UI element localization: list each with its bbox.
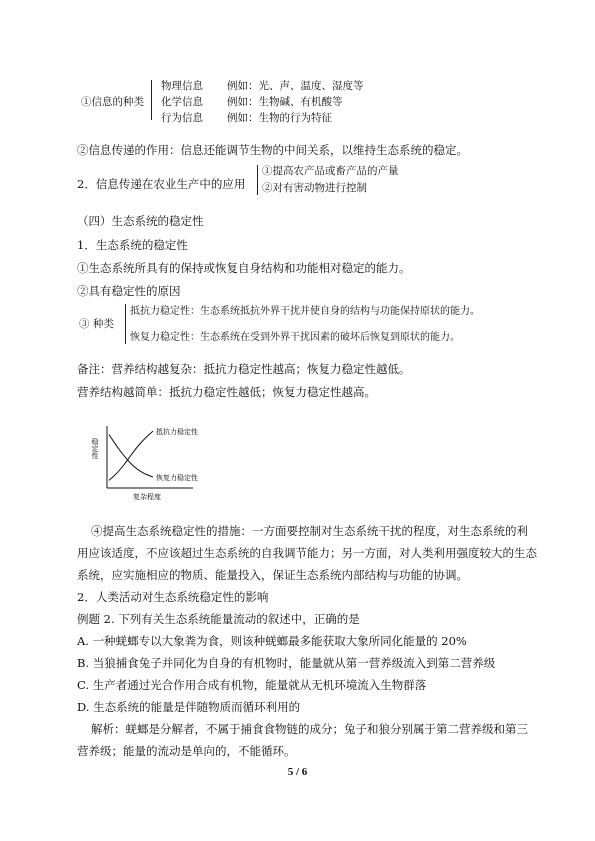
stability-chart xyxy=(93,422,203,502)
info-types-brace xyxy=(151,80,152,120)
info-type-example: 例如：光、声、温度、湿度等 xyxy=(227,80,364,92)
note-text: 备注：营养结构越复杂：抵抗力稳定性越高；恢复力稳定性越低。 xyxy=(77,362,411,376)
info-types-figure xyxy=(77,76,397,126)
x-axis-label: 复杂程度 xyxy=(133,493,161,501)
types-brace xyxy=(125,304,126,344)
note-text: 营养结构越简单：抵抗力稳定性越低；恢复力稳定性越高。 xyxy=(77,385,376,399)
stability-types-figure xyxy=(77,302,497,348)
agri-item: ①提高农产品或畜产品的产量 xyxy=(262,165,399,177)
option-c: C. 生产者通过光合作用合成有机物，能量就从无机环境流入生物群落 xyxy=(77,678,427,692)
info-type-name: 化学信息 xyxy=(161,96,203,108)
info-type-name: 物理信息 xyxy=(161,80,203,92)
option-b: B. 当狼捕食兔子并同化为自身的有机物时，能量就从第一营养级流入到第二营养级 xyxy=(77,656,496,670)
info-role-text: ②信息传递的作用：信息还能调节生物的中间关系，以维持生态系统的稳定。 xyxy=(77,143,468,157)
option-a: A. 一种蜣螂专以大象粪为食，则该种蜣螂最多能获取大象所同化能量的 20% xyxy=(77,634,467,648)
series-label-resistance: 抵抗力稳定性 xyxy=(156,428,198,437)
page-number: 5 / 6 xyxy=(287,766,308,778)
info-type-example: 例如：生物碱、有机酸等 xyxy=(227,96,343,108)
agri-brace xyxy=(257,165,258,195)
agri-item: ②对有害动物进行控制 xyxy=(262,182,367,194)
measures-line: 系统，应实施相应的物质、能量投入，保证生态系统内部结构与功能的协调。 xyxy=(77,568,468,582)
measures-line: ④提高生态系统稳定性的措施：一方面要控制对生态系统干扰的程度，对生态系统的利 xyxy=(91,524,528,538)
agri-lead: 2．信息传递在农业生产中的应用 xyxy=(77,177,246,191)
info-type-name: 行为信息 xyxy=(161,112,203,124)
section-heading: （四）生态系统的稳定性 xyxy=(77,214,204,228)
measures-line: 用应该适度，不应该超过生态系统的自我调节能力；另一方面，对人类利用强度较大的生态 xyxy=(77,546,537,560)
analysis-line: 解析：蜣螂是分解者，不属于捕食食物链的成分；兔子和狼分别属于第二营养级和第三 xyxy=(91,722,528,736)
info-type-example: 例如：生物的行为特征 xyxy=(227,112,332,124)
info-types-label: ①信息的种类 xyxy=(81,96,144,108)
definition-text: ①生态系统所具有的保持或恢复自身结构和功能相对稳定的能力。 xyxy=(77,261,411,275)
series-line-resistance xyxy=(109,431,153,480)
types-label: ③ 种类 xyxy=(79,318,114,330)
series-label-recovery: 恢复力稳定性 xyxy=(156,474,198,482)
reason-text: ②具有稳定性的原因 xyxy=(77,284,181,298)
y-axis-label: 稳定性 xyxy=(91,438,99,459)
human-impact-heading: 2．人类活动对生态系统稳定性的影响 xyxy=(77,590,269,604)
example-question: 例题 2. 下列有关生态系统能量流动的叙述中，正确的是 xyxy=(77,612,360,626)
type-item: 恢复力稳定性：生态系统在受到外界干扰因素的破坏后恢复到原状的能力。 xyxy=(130,332,460,343)
type-item: 抵抗力稳定性：生态系统抵抗外界干扰并使自身的结构与功能保持原状的能力。 xyxy=(130,306,480,317)
option-d: D. 生态系统的能量是伴随物质而循环利用的 xyxy=(77,700,301,714)
subsection-heading: 1．生态系统的稳定性 xyxy=(77,238,188,252)
analysis-line: 营养级；能量的流动是单向的，不能循环。 xyxy=(77,744,296,758)
